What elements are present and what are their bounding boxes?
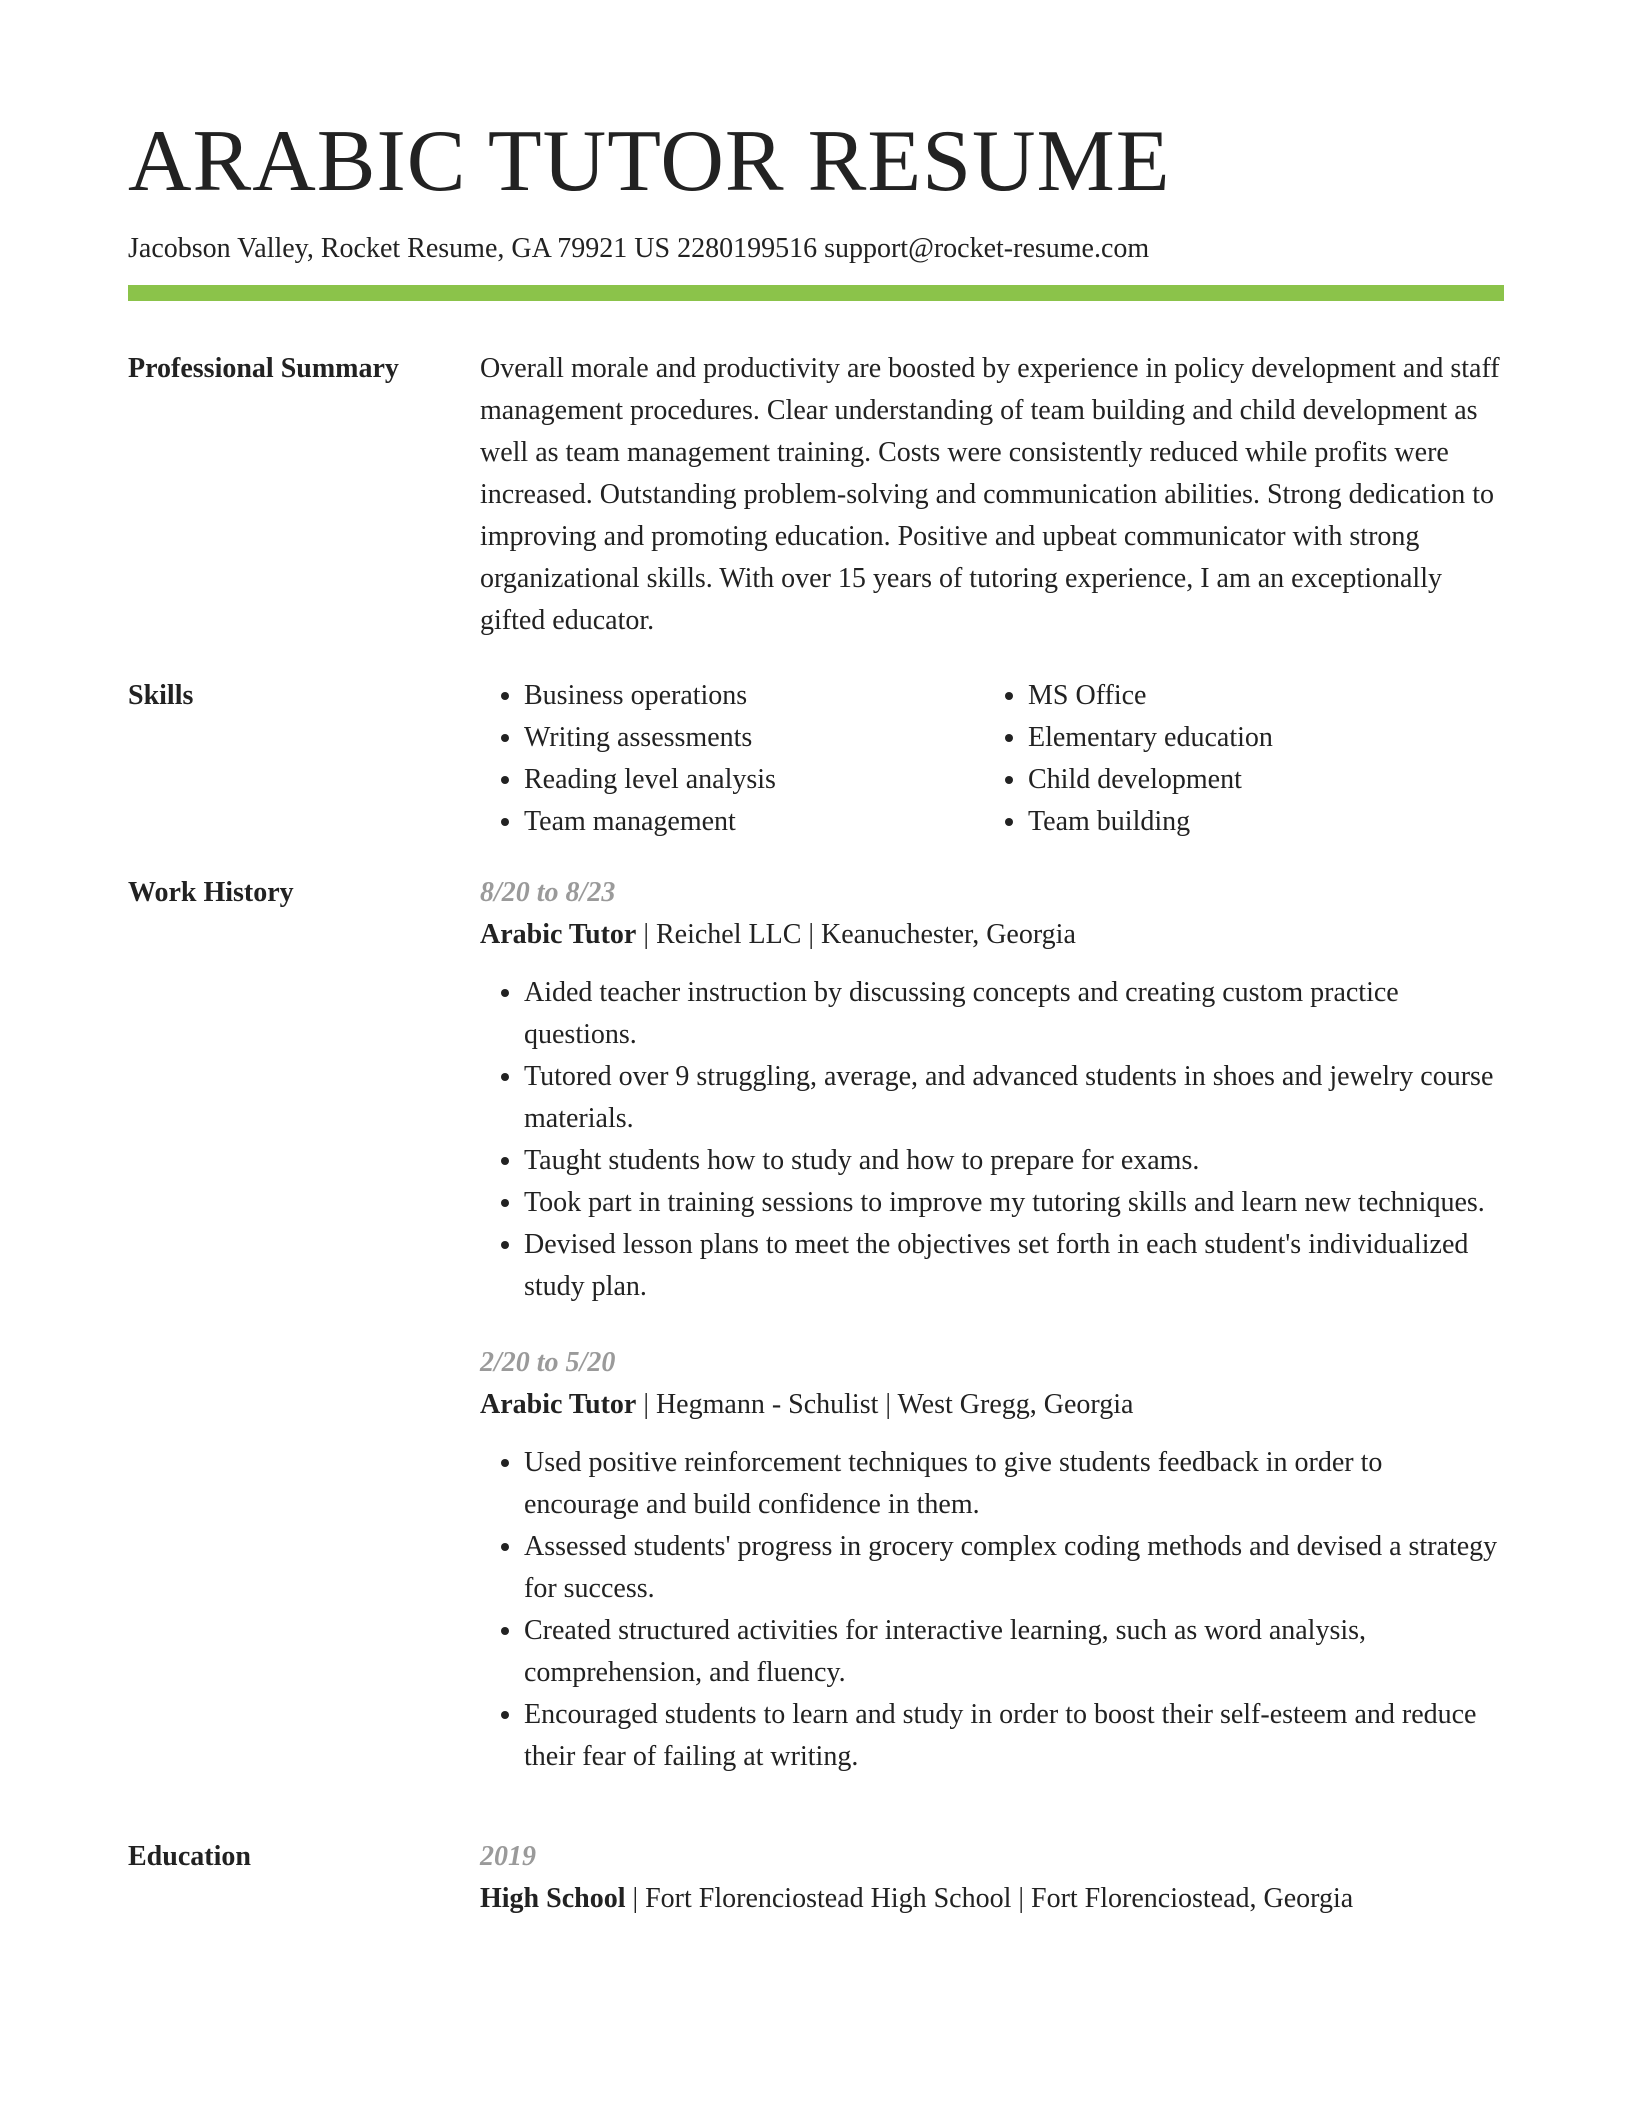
skill-item: • MS Office [1028, 675, 1488, 717]
job-bullet-list [480, 1442, 1504, 1778]
summary-text: Overall morale and productivity are boosted by experience in policy development and staff management procedures. Clear understanding of team building and child development as well as team management training. Costs were consistently reduced while profits were increased. Outstanding problem-solving and communication abilities. Strong dedication to improving and promoting education. Positive and upbeat communicator with strong organizational skills. With over 15 years of tutoring experience, I am an exceptionally gifted educator. [480, 353, 1500, 636]
job-bullet: • Tutored over 9 struggling, average, and advanced students in shoes and jewelry course materials. [524, 1056, 1504, 1140]
job-role: Arabic Tutor [480, 919, 637, 950]
section-label-education: Education [128, 1841, 251, 1872]
job-role: Arabic Tutor [480, 1389, 637, 1420]
skill-item: • Business operations [524, 675, 984, 717]
header-divider [128, 285, 1504, 301]
summary-body [480, 348, 1504, 642]
education-heading [480, 1878, 1504, 1920]
job-heading [480, 1384, 1504, 1426]
job-details: | Hegmann - Schulist | West Gregg, Georgia [636, 1389, 1134, 1420]
education-body [480, 1836, 1504, 1920]
job-dates: 8/20 to 8/23 [480, 877, 616, 908]
section-label-skills: Skills [128, 680, 194, 711]
job-bullet: • Assessed students' progress in grocery complex coding methods and devised a strategy for success. [524, 1526, 1504, 1610]
job-bullet: • Created structured activities for interactive learning, such as word analysis, comprehension, and fluency. [524, 1610, 1504, 1694]
job-heading [480, 914, 1504, 956]
job-bullet: • Taught students how to study and how to prepare for exams. [524, 1140, 1504, 1182]
work-body [480, 872, 1504, 1778]
job-bullet: • Used positive reinforcement techniques to give students feedback in order to encourage and build confidence in them. [524, 1442, 1504, 1526]
job-entry [480, 1342, 1504, 1778]
skill-item: • Elementary education [1028, 717, 1488, 759]
job-bullet: • Devised lesson plans to meet the objectives set forth in each student's individualized study plan. [524, 1224, 1504, 1308]
skill-item: • Writing assessments [524, 717, 984, 759]
job-bullet: • Aided teacher instruction by discussing concepts and creating custom practice questions. [524, 972, 1504, 1056]
job-bullet: • Encouraged students to learn and study in order to boost their self-esteem and reduce their fear of failing at writing. [524, 1694, 1504, 1778]
skills-grid [480, 675, 1504, 843]
education-year: 2019 [480, 1841, 536, 1872]
section-label-work: Work History [128, 877, 294, 908]
contact-line: Jacobson Valley, Rocket Resume, GA 79921 US 2280199516 support@rocket-resume.com [128, 233, 1150, 264]
skill-item: • Reading level analysis [524, 759, 984, 801]
education-degree: High School [480, 1883, 626, 1914]
job-entry [480, 872, 1504, 1308]
job-details: | Reichel LLC | Keanuchester, Georgia [636, 919, 1076, 950]
skill-item: • Team management [524, 801, 984, 843]
skill-item: • Child development [1028, 759, 1488, 801]
job-bullet-list [480, 972, 1504, 1308]
skills-body [480, 675, 1504, 843]
skills-list-right [984, 675, 1488, 843]
resume-title: ARABIC TUTOR RESUME [128, 113, 1171, 210]
education-details: | Fort Florenciostead High School | Fort Florenciostead, Georgia [625, 1883, 1354, 1914]
job-bullet: • Took part in training sessions to improve my tutoring skills and learn new techniques. [524, 1182, 1504, 1224]
section-label-summary: Professional Summary [128, 353, 399, 384]
job-dates: 2/20 to 5/20 [480, 1347, 616, 1378]
skill-item: • Team building [1028, 801, 1488, 843]
skills-list-left [480, 675, 984, 843]
